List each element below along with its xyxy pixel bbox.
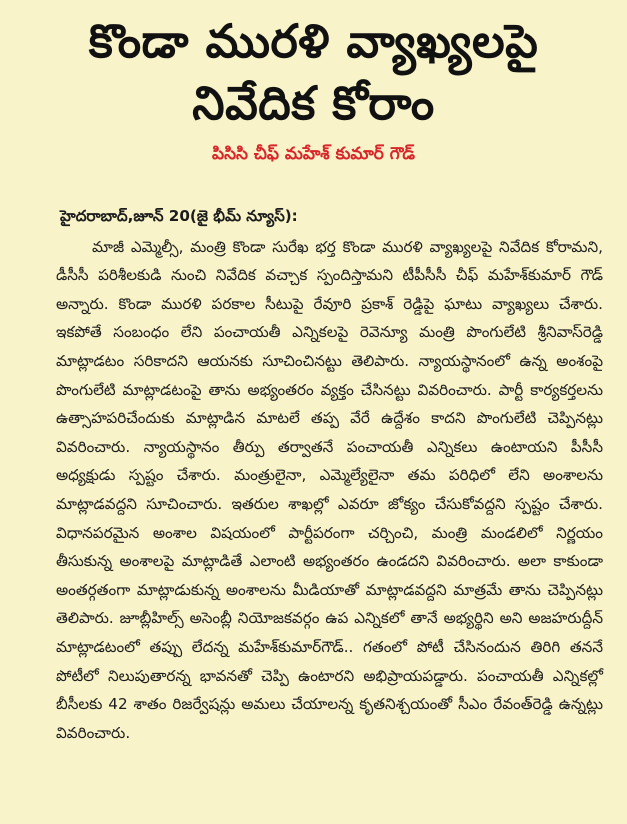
article-body	[56, 202, 603, 747]
headline-line-1: కొండా మురళి వ్యాఖ్యలపై	[88, 14, 539, 68]
headline-line-2: నివేదిక కోరాం	[192, 76, 435, 130]
article-paragraph: మాజీ ఎమ్మెల్సీ, మంత్రి కొండా సురేఖ భర్త కొండా మురళి వ్యాఖ్యలపై నివేదిక కోరామని, డీసీసీ పరిశీలకుడి నుంచి నివేదిక వచ్చాక స్పందిస్తామని టీపీసీసీ చీఫ్ మహేశ్‌కుమార్ గౌడ్ అన్నారు. కొండా మురళి పరకాల సీటుపై రేవూరి ప్రకాశ్ రెడ్డిపై ఘాటు వ్యాఖ్యలు చేశారు. ఇకపోతే సంబంధం లేని పంచాయతీ ఎన్నికలపై రెవెన్యూ మంత్రి పొంగులేటి శ్రీనివాస్‌రెడ్డి మాట్లాడటం సరికాదని ఆయనకు సూచించినట్టు తెలిపారు. న్యాయస్థానంలో ఉన్న అంశంపై పొంగులేటి మాట్లాడటంపై తాను అభ్యంతరం వ్యక్తం చేసినట్టు వివరించారు. పార్టీ కార్యకర్తలను ఉత్సాహపరిచేందుకు మాట్లాడిన మాటలే తప్ప వేరే ఉద్దేశం కాదని పొంగులేటి చెప్పినట్లు వివరించారు. న్యాయస్థానం తీర్పు తర్వాతనే పంచాయతీ ఎన్నికలు ఉంటాయని పీసీసీ అధ్యక్షుడు స్పష్టం చేశారు. మంత్రులైనా, ఎమ్మెల్యేలైనా తమ పరిధిలో లేని అంశాలను మాట్లాడవద్దని సూచించారు. ఇతరుల శాఖల్లో ఎవరూ జోక్యం చేసుకోవద్దని స్పష్టం చేశారు. విధానపరమైన అంశాల విషయంలో పార్టీపరంగా చర్చించి, మంత్రి మండలిలో నిర్ణయం తీసుకున్న అంశాలపై మాట్లాడితే ఎలాంటి అభ్యంతరం ఉండదని వివరించారు. అలా కాకుండా అంతర్గతంగా మాట్లాడుకున్న అంశాలను మీడియాతో మాట్లాడవద్దని మాత్రమే తాను చెప్పినట్లు తెలిపారు. జూబ్లీహిల్స్ అసెంబ్లీ నియోజకవర్గం ఉప ఎన్నికలో తానే అభ్యర్థిని అని అజహరుద్దీన్ మాట్లాడటంలో తప్పు లేదన్న మహేశ్‌కుమార్‌గౌడ్.. గతంలో పోటీ చేసినందున తిరిగి తననే పోటీలో నిలుపుతారన్న భావనతో చెప్పి ఉంటారని అభిప్రాయపడ్డారు. పంచాయతీ ఎన్నికల్లో బీసీలకు 42 శాతం రిజర్వేషన్లు అమలు చేయాలన్న కృతనిశ్చయంతో సీఎం రేవంత్‌రెడ్డి ఉన్నట్లు వివరించారు.	[56, 237, 603, 742]
dateline: హైదరాబాద్,జూన్ 20(జై భీమ్ న్యూస్):	[60, 207, 298, 225]
headline	[0, 0, 627, 134]
subheadline: పిసిసి చీఫ్ మహేశ్ కుమార్ గౌడ్	[212, 144, 415, 164]
